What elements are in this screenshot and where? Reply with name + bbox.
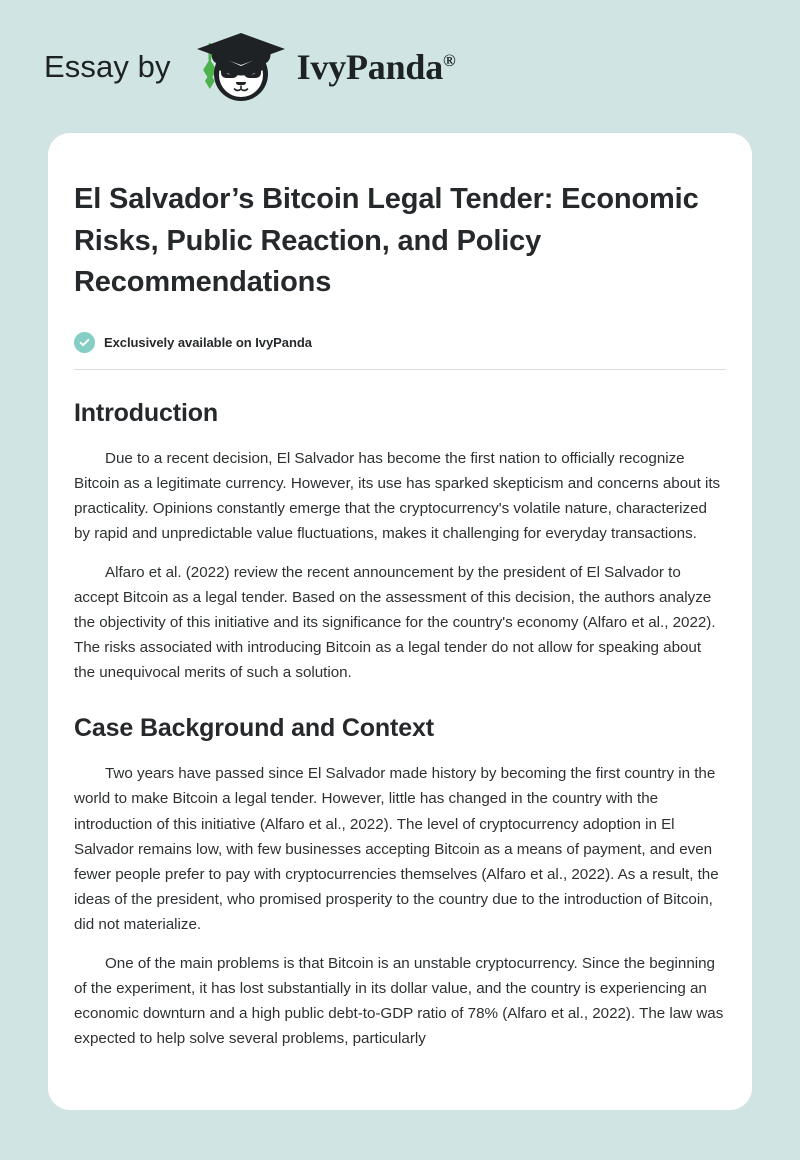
paper-content [74,179,726,1051]
paragraph: Two years have passed since El Salvador made history by becoming the first country in the world to make Bitcoin a legal tender. However, little has changed in the country with the introduction of this initiative (Alfaro et al., 2022). The level of cryptocurrency adoption in El Salvador remains low, with few businesses accepting Bitcoin as a means of payment, and even fewer people prefer to pay with cryptocurrencies themselves (Alfaro et al., 2022). As a result, the ideas of the president, who promised prosperity to the country due to the introduction of Bitcoin, did not materialize. [74,765,719,933]
check-circle-icon [74,332,95,353]
exclusivity-badge [74,332,726,353]
section-heading-case-background-and-context: Case Background and Context [74,714,434,743]
paragraph: One of the main problems is that Bitcoin is an unstable cryptocurrency. Since the beginning of the experiment, it has lost substantially in its dollar value, and the country is experiencing an economic downturn and a high public debt-to-GDP ratio of 78% (Alfaro et al., 2022). The law was expected to help solve several problems, particularly [74,955,724,1048]
paragraph: Alfaro et al. (2022) review the recent announcement by the president of El Salvador to accept Bitcoin as a legal tender. Based on the assessment of this decision, the authors analyze the objectivity of this initiative and its significance for the country's economy (Alfaro et al., 2022). The risks associated with introducing Bitcoin as a legal tender do not allow for speaking about the unequivocal merits of such a solution. [74,563,716,682]
registered-mark: ® [443,50,456,70]
section-heading-introduction: Introduction [74,398,219,427]
page-title: El Salvador’s Bitcoin Legal Tender: Economic Risks, Public Reaction, and Policy Recommendations [74,183,699,298]
panda-graduate-logo-icon [185,29,289,105]
paragraph: Due to a recent decision, El Salvador has become the first nation to officially recognize Bitcoin as a legitimate currency. However, its use has sparked skepticism and concerns about its practicality. Opinions constantly emerge that the cryptocurrency's volatile nature, characterized by rapid and unpredictable value fluctuations, makes it challenging for everyday transactions. [74,449,721,542]
exclusivity-badge-label: Exclusively available on IvyPanda [104,334,312,350]
brand-lockup[interactable] [44,29,456,105]
essay-paper-card [48,133,752,1110]
site-header [0,0,800,133]
title-divider [74,369,726,370]
essay-by-label: Essay by [44,49,171,84]
wordmark-text: IvyPanda [296,46,444,87]
ivypanda-wordmark [296,46,456,87]
